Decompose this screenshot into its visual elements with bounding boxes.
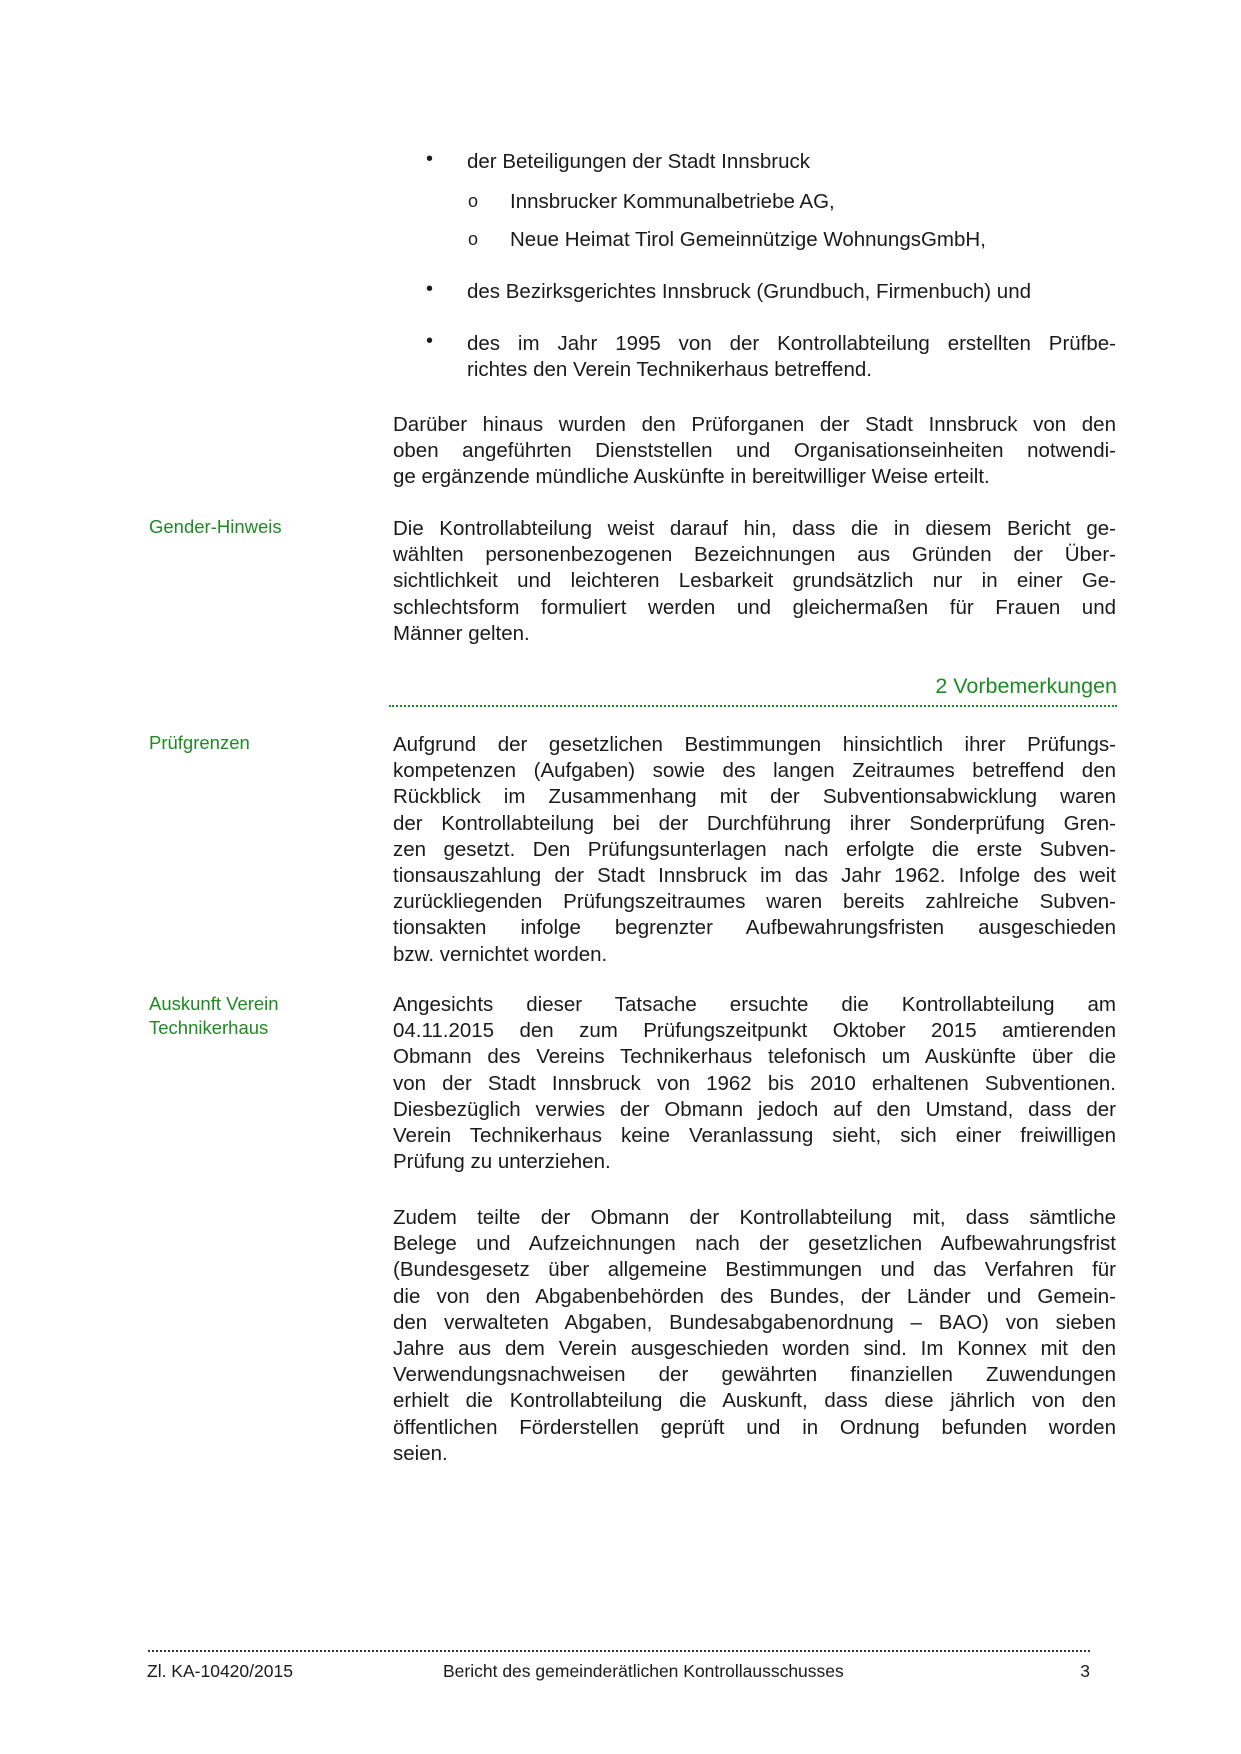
sub-bullet-item: Neue Heimat Tirol Gemeinnützige WohnungsGmbH, bbox=[510, 228, 986, 251]
text-line: sichtlichkeit und leichteren Lesbarkeit grundsätzlich nur in einer Ge- bbox=[393, 569, 1116, 593]
label-line: Auskunft Verein bbox=[149, 993, 279, 1014]
text-line: bzw. vernichtet worden. bbox=[393, 942, 608, 966]
text-line: den verwalteten Abgaben, Bundesabgabenordnung – BAO) von sieben bbox=[393, 1310, 1116, 1334]
bullet-item: der Beteiligungen der Stadt Innsbruck bbox=[467, 150, 811, 173]
heading-divider bbox=[389, 705, 1117, 707]
margin-label-auskunft bbox=[149, 992, 279, 1040]
bullet-icon: • bbox=[426, 148, 434, 170]
footer-divider bbox=[148, 1650, 1090, 1652]
sub-bullet-icon: o bbox=[468, 191, 479, 211]
bullet-item: des Bezirksgerichtes Innsbruck (Grundbuch, Firmenbuch) und bbox=[467, 280, 1032, 303]
label-line: Technikerhaus bbox=[149, 1017, 269, 1038]
text-line: 04.11.2015 den zum Prüfungszeitpunkt Oktober 2015 amtierenden bbox=[393, 1019, 1116, 1043]
text-line: die von den Abgabenbehörden des Bundes, der Länder und Gemein- bbox=[393, 1284, 1116, 1308]
bullet-icon: • bbox=[426, 278, 434, 300]
text-line: Prüfung zu unterziehen. bbox=[393, 1150, 611, 1174]
margin-label-gender: Gender-Hinweis bbox=[149, 516, 282, 537]
text-line: oben angeführten Dienststellen und Organisationseinheiten notwendi- bbox=[393, 439, 1116, 463]
section-heading: 2 Vorbemerkungen bbox=[935, 674, 1117, 698]
text-line: Obmann des Vereins Technikerhaus telefonisch um Auskünfte über die bbox=[393, 1045, 1116, 1069]
text-line: Jahre aus dem Verein ausgeschieden worden sind. Im Konnex mit den bbox=[393, 1337, 1116, 1361]
footer-reference: Zl. KA-10420/2015 bbox=[147, 1661, 293, 1681]
text-line: öffentlichen Förderstellen geprüft und in Ordnung befunden worden bbox=[393, 1415, 1116, 1439]
paragraph-daruber bbox=[393, 412, 1116, 491]
text-line: wählten personenbezogenen Bezeichnungen aus Gründen der Über- bbox=[393, 543, 1116, 567]
sub-bullet-icon: o bbox=[468, 229, 479, 249]
text-line: richtes den Verein Technikerhaus betreffend. bbox=[467, 358, 872, 382]
text-line: des im Jahr 1995 von der Kontrollabteilung erstellten Prüfbe- bbox=[467, 332, 1116, 355]
text-line: tionsauszahlung der Stadt Innsbruck im das Jahr 1962. Infolge des weit bbox=[393, 864, 1116, 888]
text-line: zurückliegenden Prüfungszeitraumes waren bereits zahlreiche Subven- bbox=[393, 890, 1116, 914]
text-line: der Kontrollabteilung bei der Durchführung ihrer Sonderprüfung Gren- bbox=[393, 811, 1116, 835]
margin-label-pruefgrenzen: Prüfgrenzen bbox=[149, 732, 250, 753]
text-line: von der Stadt Innsbruck von 1962 bis 2010 erhaltenen Subventionen. bbox=[393, 1071, 1116, 1095]
text-line: Verwendungsnachweisen der gewährten finanziellen Zuwendungen bbox=[393, 1363, 1116, 1387]
text-line: ge ergänzende mündliche Auskünfte in bereitwilliger Weise erteilt. bbox=[393, 465, 990, 489]
text-line: Rückblick im Zusammenhang mit der Subventionsabwicklung waren bbox=[393, 785, 1116, 809]
bullet-item bbox=[467, 331, 1116, 383]
text-line: Zudem teilte der Obmann der Kontrollabteilung mit, dass sämtliche bbox=[393, 1206, 1116, 1229]
text-line: Männer gelten. bbox=[393, 621, 530, 645]
page-number: 3 bbox=[1080, 1661, 1090, 1681]
text-line: kompetenzen (Aufgaben) sowie des langen Zeitraumes betreffend den bbox=[393, 759, 1116, 783]
text-line: seien. bbox=[393, 1441, 448, 1465]
text-line: zen gesetzt. Den Prüfungsunterlagen nach erfolgte die erste Subven- bbox=[393, 837, 1116, 861]
sub-bullet-item: Innsbrucker Kommunalbetriebe AG, bbox=[510, 190, 835, 213]
text-line: erhielt die Kontrollabteilung die Auskunft, dass diese jährlich von den bbox=[393, 1389, 1116, 1413]
text-line: schlechtsform formuliert werden und gleichermaßen für Frauen und bbox=[393, 595, 1116, 619]
footer-title: Bericht des gemeinderätlichen Kontrollausschusses bbox=[443, 1661, 844, 1681]
text-line: Die Kontrollabteilung weist darauf hin, dass die in diesem Bericht ge- bbox=[393, 517, 1116, 540]
text-line: Angesichts dieser Tatsache ersuchte die Kontrollabteilung am bbox=[393, 993, 1116, 1016]
paragraph-pruefgrenzen bbox=[393, 732, 1116, 968]
text-line: (Bundesgesetz über allgemeine Bestimmungen und das Verfahren für bbox=[393, 1258, 1116, 1282]
text-line: Aufgrund der gesetzlichen Bestimmungen hinsichtlich ihrer Prüfungs- bbox=[393, 733, 1116, 756]
text-line: Belege und Aufzeichnungen nach der gesetzlichen Aufbewahrungsfrist bbox=[393, 1232, 1116, 1256]
paragraph-auskunft bbox=[393, 992, 1116, 1175]
paragraph-gender bbox=[393, 516, 1116, 647]
bullet-icon: • bbox=[426, 330, 434, 352]
text-line: Verein Technikerhaus keine Veranlassung sieht, sich einer freiwilligen bbox=[393, 1124, 1116, 1148]
paragraph-zudem bbox=[393, 1205, 1116, 1467]
text-line: Diesbezüglich verwies der Obmann jedoch auf den Umstand, dass der bbox=[393, 1097, 1116, 1121]
text-line: Darüber hinaus wurden den Prüforganen der Stadt Innsbruck von den bbox=[393, 413, 1116, 436]
text-line: tionsakten infolge begrenzter Aufbewahrungsfristen ausgeschieden bbox=[393, 916, 1116, 940]
